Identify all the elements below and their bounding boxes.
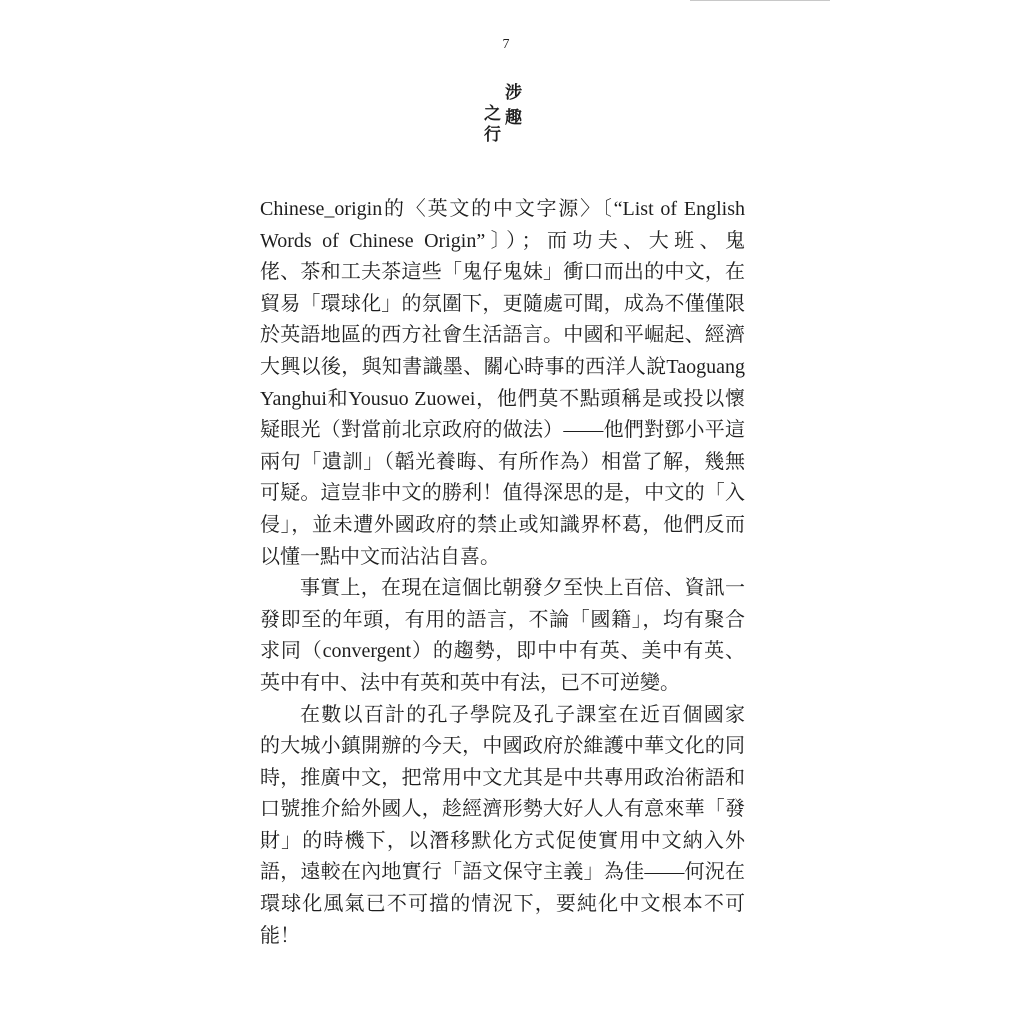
text-line: 事實上，在現在這個比朝發夕至快上百倍、資訊一 <box>300 577 745 600</box>
text-line: Words of Chinese Origin”〕）；而功夫、大班、鬼 <box>260 229 745 252</box>
text-line: 求同（convergent）的趨勢，即中中有英、美中有英、 <box>260 640 745 663</box>
paragraph-2 <box>260 573 745 699</box>
text-line: Chinese_origin的〈英文的中文字源〉〔“List of English <box>260 198 745 220</box>
text-line: 時，推廣中文，把常用中文尤其是中共專用政治術語和 <box>260 766 745 789</box>
text-line: 於英語地區的西方社會生活語言。中國和平崛起、經濟 <box>260 324 745 347</box>
page-number: 7 <box>502 37 510 52</box>
text-line: 侵」，並未遭外國政府的禁止或知識界杯葛，他們反而 <box>260 513 745 536</box>
text-line: 大興以後，與知書識墨、關心時事的西洋人說Taoguang <box>260 355 745 378</box>
text-body <box>260 194 745 952</box>
text-line: 語，遠較在內地實行「語文保守主義」為佳——何況在 <box>260 861 745 884</box>
text-line: 財」的時機下，以潛移默化方式促使實用中文納入外 <box>260 829 745 852</box>
text-line: 可疑。這豈非中文的勝利！值得深思的是，中文的「入 <box>260 482 745 505</box>
text-line: 佬、茶和工夫茶這些「鬼仔鬼妹」衝口而出的中文，在 <box>260 261 745 284</box>
paragraph-1 <box>260 194 745 573</box>
text-line: 以懂一點中文而沾沾自喜。 <box>260 545 500 568</box>
text-line: 口號推介給外國人，趁經濟形勢大好人人有意來華「發 <box>260 798 745 821</box>
text-line: 英中有中、法中有英和英中有法，已不可逆變。 <box>260 671 680 694</box>
paragraph-3 <box>260 700 745 953</box>
text-line: 在數以百計的孔子學院及孔子課室在近百個國家 <box>300 703 745 726</box>
text-line: 的大城小鎮開辦的今天，中國政府於維護中華文化的同 <box>260 735 745 758</box>
text-line: 疑眼光（對當前北京政府的做法）——他們對鄧小平這 <box>260 419 745 442</box>
running-title-left-column: 之行 <box>481 104 500 146</box>
scan-edge-line <box>690 0 830 1</box>
text-line: 能！ <box>260 924 300 947</box>
text-line: 發即至的年頭，有用的語言，不論「國籍」，均有聚合 <box>260 608 745 631</box>
text-line: 環球化風氣已不可擋的情況下，要純化中文根本不可 <box>260 893 745 916</box>
text-line: Yanghui和Yousuo Zuowei，他們莫不點頭稱是或投以懷 <box>260 387 745 410</box>
running-title-right-column: 涉趣 <box>502 83 521 133</box>
text-line: 貿易「環球化」的氛圍下，更隨處可聞，成為不僅僅限 <box>260 292 745 315</box>
text-line: 兩句「遺訓」（韜光養晦、有所作為）相當了解，幾無 <box>260 450 745 473</box>
